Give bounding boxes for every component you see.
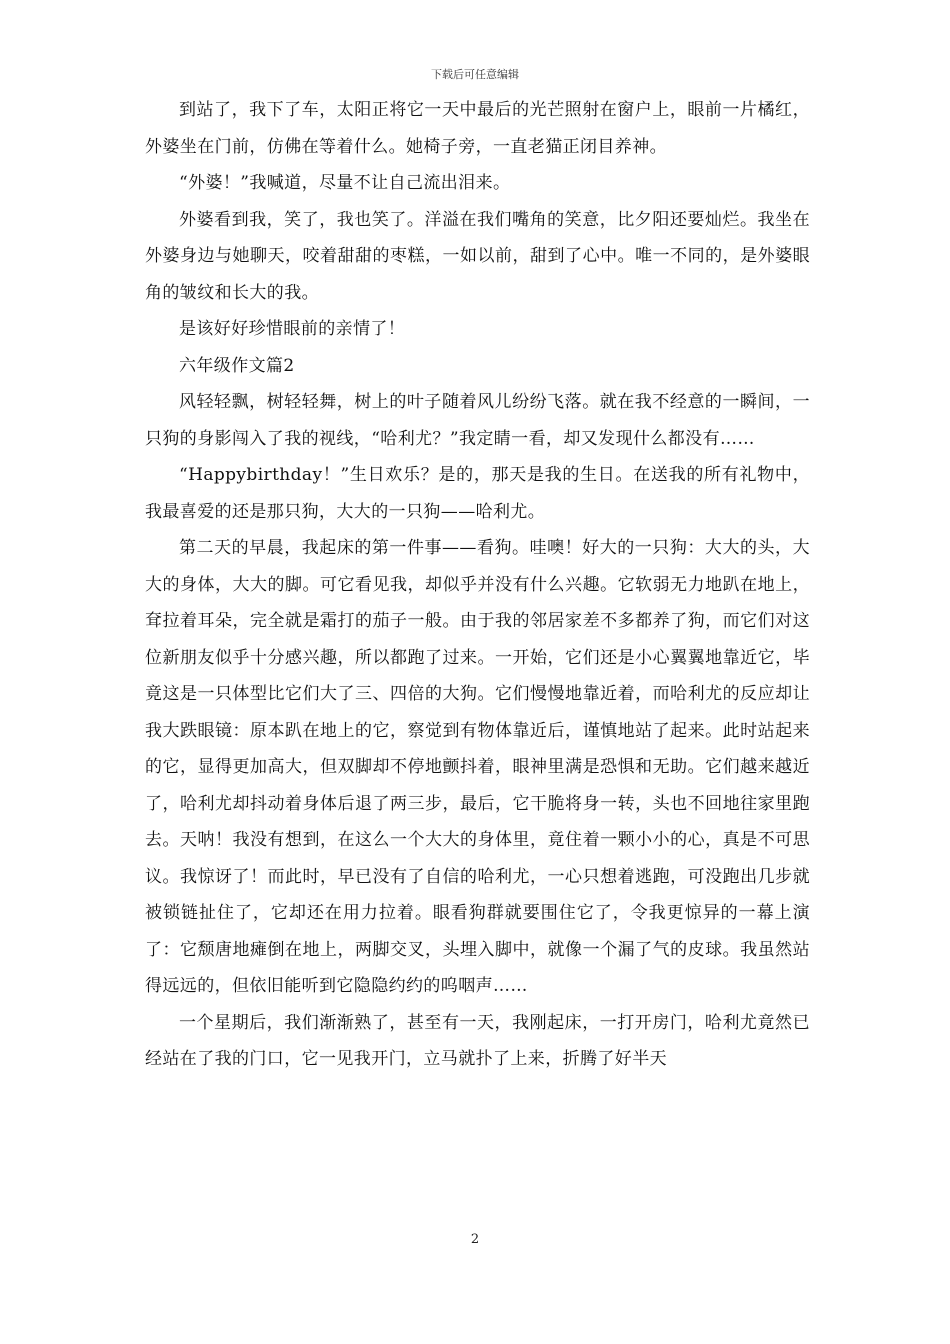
paragraph: 是该好好珍惜眼前的亲情了！ [179, 319, 406, 339]
paragraph: 第二天的早晨，我起床的第一件事——看狗。哇噢！好大的一只狗：大大的头，大大的身体，大大的脚。可它看见我，却似乎并没有什么兴趣。它软弱无力地趴在地上，耷拉着耳朵，完全就是霜打的茄子一般。由于我的邻居家差不多都养了狗，而它们对这位新朋友似乎十分感兴趣，所以都跑了过来。一开始，它们还是小心翼翼地靠近它，毕竟这是一只体型比它们大了三、四倍的大狗。它们慢慢地靠近着，而哈利尤的反应却让我大跌眼镜：原本趴在地上的它，察觉到有物体靠近后，谨慎地站了起来。此时站起来的它，显得更加高大，但双脚却不停地颤抖着，眼神里满是恐惧和无助。它们越来越近了，哈利尤却抖动着身体后退了两三步，最后，它干脆将身一转，头也不回地往家里跑去。天呐！我没有想到，在这么一个大大的身体里，竟住着一颗小小的心，真是不可思议。我惊讶了！而此时，早已没有了自信的哈利尤，一心只想着逃跑，可没跑出几步就被锁链扯住了，它却还在用力拉着。眼看狗群就要围住它了，令我更惊异的一幕上演了：它颓唐地瘫倒在地上，两脚交叉，头埋入脚中，就像一个漏了气的皮球。我虽然站得远远的，但依旧能听到它隐隐约约的呜咽声…… [145, 538, 810, 996]
paragraph: 风轻轻飘，树轻轻舞，树上的叶子随着风儿纷纷飞落。就在我不经意的一瞬间，一只狗的身影闯入了我的视线，“哈利尤？”我定睛一看，却又发现什么都没有…… [145, 392, 810, 449]
paragraph: 到站了，我下了车，太阳正将它一天中最后的光芒照射在窗户上，眼前一片橘红，外婆坐在门前，仿佛在等着什么。她椅子旁，一直老猫正闭目养神。 [145, 100, 810, 157]
paragraph: 一个星期后，我们渐渐熟了，甚至有一天，我刚起床，一打开房门，哈利尤竟然已经站在了我的门口，它一见我开门，立马就扑了上来，折腾了好半天 [145, 1012, 810, 1069]
page-number: 2 [470, 1232, 480, 1247]
paragraph: “Happybirthday！”生日欢乐？是的，那天是我的生日。在送我的所有礼物中，我最喜爱的还是那只狗，大大的一只狗——哈利尤。 [145, 465, 810, 522]
document-body [145, 92, 810, 1078]
section-heading: 六年级作文篇2 [179, 355, 295, 376]
paragraph: “外婆！”我喊道，尽量不让自己流出泪来。 [179, 173, 511, 193]
paragraph: 外婆看到我，笑了，我也笑了。洋溢在我们嘴角的笑意，比夕阳还要灿烂。我坐在外婆身边与她聊天，咬着甜甜的枣糕，一如以前，甜到了心中。唯一不同的，是外婆眼角的皱纹和长大的我。 [145, 209, 810, 303]
page-header: 下载后可任意编辑 [431, 68, 519, 81]
